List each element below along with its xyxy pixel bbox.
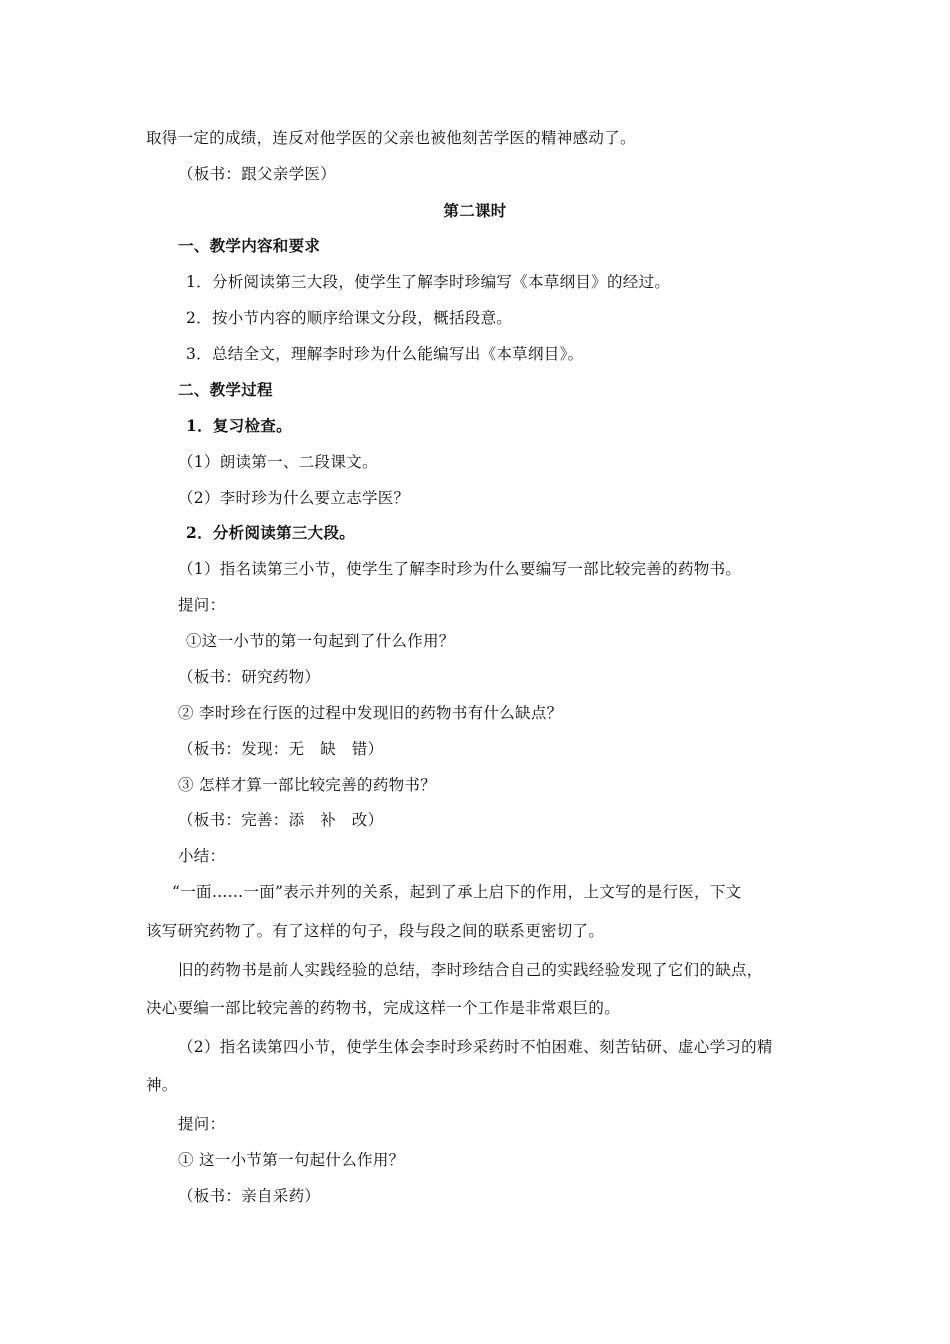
blackboard-note: （板书：跟父亲学医） bbox=[178, 165, 337, 183]
summary-paragraph-2-line-1: 旧的药物书是前人实践经验的总结，李时珍结合自己的实践经验发现了它们的缺点， bbox=[178, 961, 763, 979]
blackboard-note: （板书：完善：添 补 改） bbox=[178, 811, 384, 829]
analysis-item-2-line-2: 神。 bbox=[146, 1076, 178, 1094]
section-title: 第二课时 bbox=[443, 201, 507, 220]
heading-teaching-process: 二、教学过程 bbox=[178, 380, 273, 399]
blackboard-note: （板书：亲自采药） bbox=[178, 1187, 321, 1205]
requirement-item-3: 3．总结全文，理解李时珍为什么能编写出《本草纲目》。 bbox=[186, 345, 584, 363]
analysis-item-1: （1）指名读第三小节，使学生了解李时珍为什么要编写一部比较完善的药物书。 bbox=[178, 560, 742, 578]
question-1: ①这一小节的第一句起到了什么作用？ bbox=[186, 632, 455, 650]
requirement-item-2: 2．按小节内容的顺序给课文分段，概括段意。 bbox=[186, 309, 513, 327]
question-4: ① 这一小节第一句起什么作用？ bbox=[178, 1151, 405, 1169]
summary-paragraph-1-line-1: “一面……一面”表示并列的关系，起到了承上启下的作用，上文写的是行医，下文 bbox=[172, 883, 742, 901]
review-item-2: （2）李时珍为什么要立志学医？ bbox=[178, 489, 410, 507]
paragraph-continuation: 取得一定的成绩，连反对他学医的父亲也被他刻苦学医的精神感动了。 bbox=[146, 129, 636, 147]
question-2: ② 李时珍在行医的过程中发现旧的药物书有什么缺点？ bbox=[178, 704, 563, 722]
summary-paragraph-2-line-2: 决心要编一部比较完善的药物书，完成这样一个工作是非常艰巨的。 bbox=[146, 999, 621, 1017]
review-item-1: （1）朗读第一、二段课文。 bbox=[178, 453, 378, 471]
requirement-item-1: 1．分析阅读第三大段，使学生了解李时珍编写《本草纲目》的经过。 bbox=[186, 273, 671, 291]
analysis-item-2-line-1: （2）指名读第四小节，使学生体会李时珍采药时不怕困难、刻苦钻研、虚心学习的精 bbox=[178, 1038, 773, 1056]
question-label: 提问： bbox=[178, 596, 226, 614]
question-label: 提问： bbox=[178, 1115, 226, 1133]
question-3: ③ 怎样才算一部比较完善的药物书？ bbox=[178, 776, 437, 794]
step-heading-analysis: 2．分析阅读第三大段。 bbox=[186, 523, 356, 542]
blackboard-note: （板书：研究药物） bbox=[178, 668, 321, 686]
blackboard-note: （板书：发现：无 缺 错） bbox=[178, 740, 384, 758]
summary-label: 小结： bbox=[178, 847, 226, 865]
step-heading-review: 1．复习检查。 bbox=[186, 416, 292, 435]
heading-content-requirements: 一、教学内容和要求 bbox=[178, 236, 321, 255]
summary-paragraph-1-line-2: 该写研究药物了。有了这样的句子，段与段之间的联系更密切了。 bbox=[146, 922, 605, 940]
